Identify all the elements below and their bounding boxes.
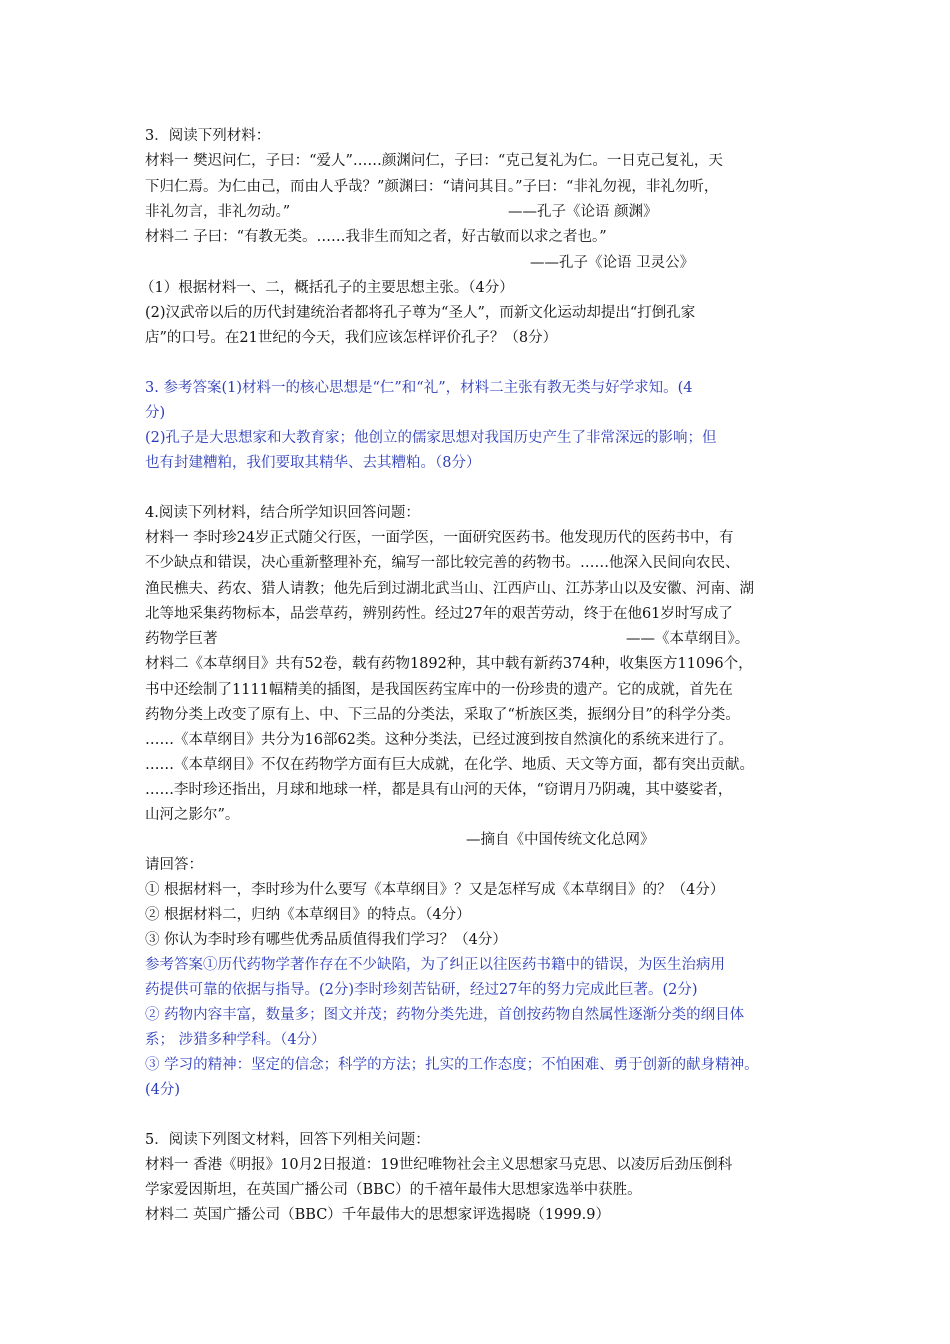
a4-line: (4分) [145, 1082, 181, 1098]
q5-text-line: 学家爱因斯坦，在英国广播公司（BBC）的千禧年最伟大思想家选举中获胜。 [145, 1182, 642, 1198]
q4-text-line: 渔民樵夫、药农、猎人请教；他先后到过湖北武当山、江西庐山、江苏茅山以及安徽、河南、湖 [145, 581, 754, 597]
q3-text-line: 材料二 子曰：“有教无类。……我非生而知之者，好古敏而以求之者也。” [145, 229, 607, 245]
q5-title: 5．阅读下列图文材料，回答下列相关问题： [145, 1132, 430, 1148]
a4-line: ③ 学习的精神：坚定的信念；科学的方法；扎实的工作态度；不怕困难、勇于创新的献身精神。 [145, 1057, 759, 1073]
q3-source-1: ——孔子《论语 颜渊》 [508, 204, 658, 220]
a4-line: 参考答案①历代药物学著作存在不少缺陷，为了纠正以往医药书籍中的错误，为医生治病用 [145, 957, 725, 973]
q5-text-line: 材料二 英国广播公司（BBC）千年最伟大的思想家评选揭晓（1999.9） [145, 1207, 611, 1223]
q3-question-2-cont: 店”的口号。在21世纪的今天，我们应该怎样评价孔子？（8分） [145, 330, 558, 346]
q3-question-2: (2)汉武帝以后的历代封建统治者都将孔子尊为“圣人”，而新文化运动却提出“打倒孔家 [145, 305, 696, 321]
q4-text-line: 材料二《本草纲目》共有52卷，载有药物1892种，其中载有新药374种，收集医方11096个， [145, 656, 753, 672]
q4-text-line: ……李时珍还指出，月球和地球一样，都是具有山河的天体，“窃谓月乃阴魂，其中婆娑者， [145, 782, 733, 798]
q4-text-line: ……《本草纲目》共分为16部62类。这种分类法，已经过渡到按自然演化的系统来进行了。 [145, 732, 733, 748]
q4-text-line: ……《本草纲目》不仅在药物学方面有巨大成就，在化学、地质、天文等方面，都有突出贡献。 [145, 757, 754, 773]
q4-question-3: ③ 你认为李时珍有哪些优秀品质值得我们学习？（4分） [145, 932, 507, 948]
q4-source-2: —摘自《中国传统文化总网》 [466, 832, 655, 848]
a3-line: 也有封建糟粕，我们要取其精华、去其糟粕。（8分） [145, 455, 481, 471]
q4-prompt: 请回答： [145, 857, 203, 873]
a3-line: 3. 参考答案(1)材料一的核心思想是“仁”和“礼”，材料二主张有教无类与好学求知。(4 [145, 380, 693, 396]
q3-question-1: （1）根据材料一、二，概括孔子的主要思想主张。（4分） [140, 280, 514, 296]
q5-text-line: 材料一 香港《明报》10月2日报道：19世纪唯物社会主义思想家马克思、以凌厉后劲压倒科 [145, 1157, 733, 1173]
q3-text-line: 下归仁焉。为仁由己，而由人乎哉？”颜渊曰：“请问其目。”子曰：“非礼勿视，非礼勿听， [145, 179, 719, 195]
a3-line: (2)孔子是大思想家和大教育家；他创立的儒家思想对我国历史产生了非常深远的影响；但 [145, 430, 717, 446]
q4-text-line: 药物学巨著 [145, 631, 218, 647]
q4-text-line: 山河之影尔”。 [145, 807, 240, 823]
a4-line: 药提供可靠的依据与指导。(2分)李时珍刻苦钻研，经过27年的努力完成此巨著。(2分) [145, 982, 698, 998]
q3-text-line: 非礼勿言，非礼勿动。” [145, 204, 291, 220]
q4-question-2: ② 根据材料二，归纳《本草纲目》的特点。（4分） [145, 907, 471, 923]
q4-source-1: ——《本草纲目》。 [626, 631, 750, 647]
a4-line: ② 药物内容丰富，数量多；图文并茂；药物分类先进，首创按药物自然属性逐渐分类的纲目体 [145, 1007, 745, 1023]
q4-text-line: 不少缺点和错误，决心重新整理补充，编写一部比较完善的药物书。……他深入民间向农民、 [145, 555, 740, 571]
q3-text-line: 材料一 樊迟问仁，子曰：“爱人”……颜渊问仁，子曰：“克己复礼为仁。一日克己复礼，天 [145, 153, 723, 169]
q3-source-2: ——孔子《论语 卫灵公》 [530, 255, 695, 271]
q4-text-line: 材料一 李时珍24岁正式随父行医，一面学医，一面研究医药书。他发现历代的医药书中，有 [145, 530, 734, 546]
q3-title: 3．阅读下列材料： [145, 128, 271, 144]
a4-line: 系； 涉猎多种学科。（4分） [145, 1032, 326, 1048]
q4-text-line: 书中还绘制了1111幅精美的插图，是我国医药宝库中的一份珍贵的遗产。它的成就，首先在 [145, 682, 733, 698]
q4-text-line: 药物分类上改变了原有上、中、下三品的分类法，采取了“析族区类，振纲分目”的科学分类。 [145, 707, 740, 723]
q4-title: 4.阅读下列材料，结合所学知识回答问题： [145, 505, 420, 521]
a3-line: 分) [145, 405, 166, 421]
q4-text-line: 北等地采集药物标本，品尝草药，辨别药性。经过27年的艰苦劳动，终于在他61岁时写成了 [145, 606, 733, 622]
q4-question-1: ① 根据材料一，李时珍为什么要写《本草纲目》？又是怎样写成《本草纲目》的？（4分） [145, 882, 725, 898]
